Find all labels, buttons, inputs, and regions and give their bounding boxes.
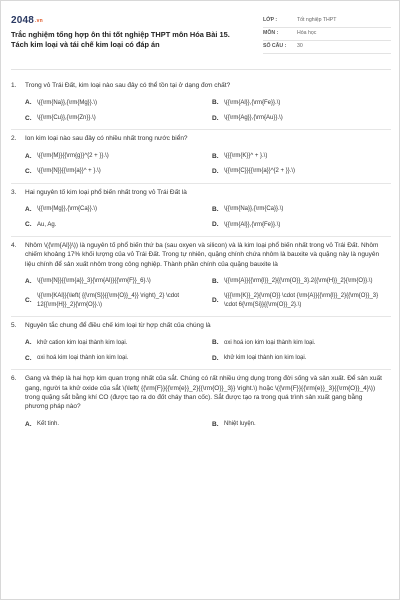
option-text: \({\rm{A}}{{\rm{l}}_2}{{\rm{O}}_3}.2{{\rm{H}}_2}{\rm{O}}.\) xyxy=(224,278,373,285)
question-list xyxy=(11,77,391,435)
answer-option[interactable] xyxy=(25,205,204,214)
option-text: \({\rm{KAl}}{\left( {{\rm{S}}{{\rm{O}}_4}} \right)_2} \cdot 12{{\rm{H}}_2}{\rm{O}}.\) xyxy=(37,293,180,309)
question-number: 4. xyxy=(11,241,17,249)
option-letter: D. xyxy=(212,221,219,229)
option-letter: C. xyxy=(25,354,32,362)
answer-option[interactable] xyxy=(212,205,391,214)
option-text: \({\rm{M}}{{\rm{g}}^{2 + }}.\) xyxy=(37,153,109,160)
option-letter: D. xyxy=(212,114,219,122)
option-text: Nhiệt luyện. xyxy=(224,421,256,428)
option-text: \({\rm{N}}{{\rm{a}}^ + }.\) xyxy=(37,168,101,175)
answer-option[interactable] xyxy=(25,220,204,229)
answer-option[interactable] xyxy=(25,98,204,107)
answer-options xyxy=(11,277,391,310)
exam-info-table xyxy=(263,15,391,54)
option-text: \({\rm{Na}},{\rm{Ca}}.\) xyxy=(224,206,284,213)
option-letter: A. xyxy=(25,278,32,286)
option-text: Kết tinh. xyxy=(37,421,60,428)
option-text: \({\rm{Cu}},{\rm{Zn}}.\) xyxy=(37,115,96,122)
site-logo[interactable] xyxy=(11,14,43,29)
meta-value: Hóa học xyxy=(297,30,317,37)
option-letter: D. xyxy=(212,354,219,362)
question-number: 2. xyxy=(11,135,17,143)
option-letter: A. xyxy=(25,205,32,213)
option-text: Au, Ag. xyxy=(37,221,57,228)
answer-option[interactable] xyxy=(25,420,204,429)
option-letter: C. xyxy=(25,297,32,305)
option-text: \({\rm{Al}},{\rm{Fe}}.\) xyxy=(224,221,281,228)
answer-option[interactable] xyxy=(212,114,391,123)
question-item xyxy=(11,370,391,435)
question-item xyxy=(11,237,391,317)
option-letter: B. xyxy=(212,278,219,286)
option-letter: B. xyxy=(212,205,219,213)
answer-option[interactable] xyxy=(212,420,391,429)
question-item xyxy=(11,317,391,370)
answer-option[interactable] xyxy=(25,167,204,176)
answer-option[interactable] xyxy=(25,338,204,347)
answer-option[interactable] xyxy=(25,277,204,286)
question-number: 5. xyxy=(11,321,17,329)
question-text: Hai nguyên tố kim loại phổ biến nhất trong vỏ Trái Đất là xyxy=(25,188,187,196)
meta-value: 30 xyxy=(297,43,303,50)
option-text: \({\rm{Na}},{\rm{Mg}}.\) xyxy=(37,99,98,106)
answer-option[interactable] xyxy=(25,114,204,123)
answer-options xyxy=(11,152,391,177)
question-number: 3. xyxy=(11,188,17,196)
answer-options xyxy=(11,205,391,230)
question-number: 6. xyxy=(11,375,17,383)
answer-option[interactable] xyxy=(25,292,204,309)
question-text: Nhôm \({\rm{Al}}\)) là nguyên tố phổ biến thứ ba (sau oxyen và silicon) và là kim loại phổ biến nhất trong vỏ Trái Đất. Nhôm chiếm khoảng 17% khối lượng của vỏ Trái Đất. Trong tự nhiên, quặng chính chứa nhôm là bauxite và quặng này là nguyên liệu chính để sản xuất nhôm trong công nghiệp. Thành phần chính của quặng bauxite là xyxy=(25,241,380,268)
option-text: \({\rm{Mg}},{\rm{Ca}}.\) xyxy=(37,206,98,213)
option-text: \({{\rm{K}}^ + }.\) xyxy=(224,153,268,160)
meta-value: Tốt nghiệp THPT xyxy=(297,17,337,24)
answer-option[interactable] xyxy=(212,220,391,229)
question-text: Trong vỏ Trái Đất, kim loại nào sau đây có thể tồn tại ở dạng đơn chất? xyxy=(25,82,231,89)
question-text: Nguyên tắc chung để điều chế kim loại từ hợp chất của chúng là xyxy=(25,321,211,329)
option-text: oxi hoá kim loại thành ion kim loại. xyxy=(37,355,129,362)
option-letter: B. xyxy=(212,420,219,428)
option-letter: A. xyxy=(25,99,32,107)
option-text: \({\rm{C}}{{\rm{a}}^{2 + }}.\) xyxy=(224,168,296,175)
answer-options xyxy=(11,338,391,363)
meta-label: MÔN : xyxy=(263,30,279,37)
page-header xyxy=(11,11,391,65)
option-text: \({{\rm{K}}_2}{\rm{O}} \cdot {\rm{A}}{{\rm{l}}_2}{{\rm{O}}_3} \cdot 6{\rm{Si}}{{\rm{O}}_2}.\) xyxy=(224,293,379,309)
option-letter: B. xyxy=(212,152,219,160)
answer-option[interactable] xyxy=(212,338,391,347)
option-letter: C. xyxy=(25,168,32,176)
option-text: \({\rm{Al}},{\rm{Fe}}.\) xyxy=(224,99,281,106)
question-item xyxy=(11,184,391,237)
answer-options xyxy=(11,98,391,123)
logo-suffix: .vn xyxy=(35,18,43,24)
meta-row-class xyxy=(263,15,391,28)
logo-text: 2048 xyxy=(11,15,35,26)
answer-option[interactable] xyxy=(212,167,391,176)
question-text: Gang và thép là hai hợp kim quan trọng nhất của sắt. Chúng có rất nhiều ứng dụng trong đời sống và sản xuất. Để sản xuất gang, người ta khử oxide của sắt \(\left( {{\rm{F}}{{\rm{e}}_2}{{\rm{O}}_3}} \right.\) hoặc \({\rm{F}}{{\rm{e}}_3}{{\rm{O}}_4}\)) trong quặng sắt bằng khí CO (được tạo ra do đốt cháy than cốc). Sắt được tạo ra trong quá trình sản xuất gang bằng phương pháp nào? xyxy=(25,375,382,411)
option-letter: D. xyxy=(212,168,219,176)
option-letter: C. xyxy=(25,114,32,122)
meta-label: SỐ CÂU : xyxy=(263,43,287,50)
option-letter: C. xyxy=(25,221,32,229)
option-text: oxi hoá ion kim loại thành kim loại. xyxy=(224,339,316,346)
option-text: \({\rm{N}}{{\rm{a}}_3}{\rm{Al}}{{\rm{F}}_6}.\) xyxy=(37,278,151,285)
answer-option[interactable] xyxy=(212,152,391,161)
option-letter: D. xyxy=(212,297,219,305)
header-divider xyxy=(11,69,391,70)
answer-option[interactable] xyxy=(25,152,204,161)
answer-option[interactable] xyxy=(212,292,391,309)
answer-option[interactable] xyxy=(212,354,391,363)
answer-options xyxy=(11,420,391,429)
option-letter: A. xyxy=(25,152,32,160)
meta-label: LỚP : xyxy=(263,17,278,24)
option-letter: B. xyxy=(212,339,219,347)
answer-option[interactable] xyxy=(25,354,204,363)
answer-option[interactable] xyxy=(212,98,391,107)
question-item xyxy=(11,130,391,183)
meta-row-question-count xyxy=(263,41,391,54)
question-text: Ion kim loại nào sau đây có nhiều nhất trong nước biển? xyxy=(25,135,188,143)
option-letter: B. xyxy=(212,99,219,107)
option-text: \({\rm{Ag}},{\rm{Au}}.\) xyxy=(224,115,283,122)
option-text: khử kim loại thành ion kim loại. xyxy=(224,355,307,362)
option-text: khử cation kim loại thành kim loại. xyxy=(37,339,128,346)
answer-option[interactable] xyxy=(212,277,391,286)
meta-row-subject xyxy=(263,28,391,41)
question-number: 1. xyxy=(11,82,17,89)
page-title: Trắc nghiệm tổng hợp ôn thi tốt nghiệp THPT môn Hóa Bài 15. Tách kim loại và tái chế kim loại có đáp án xyxy=(11,30,230,49)
option-letter: A. xyxy=(25,420,32,428)
option-letter: A. xyxy=(25,339,32,347)
question-item xyxy=(11,77,391,130)
